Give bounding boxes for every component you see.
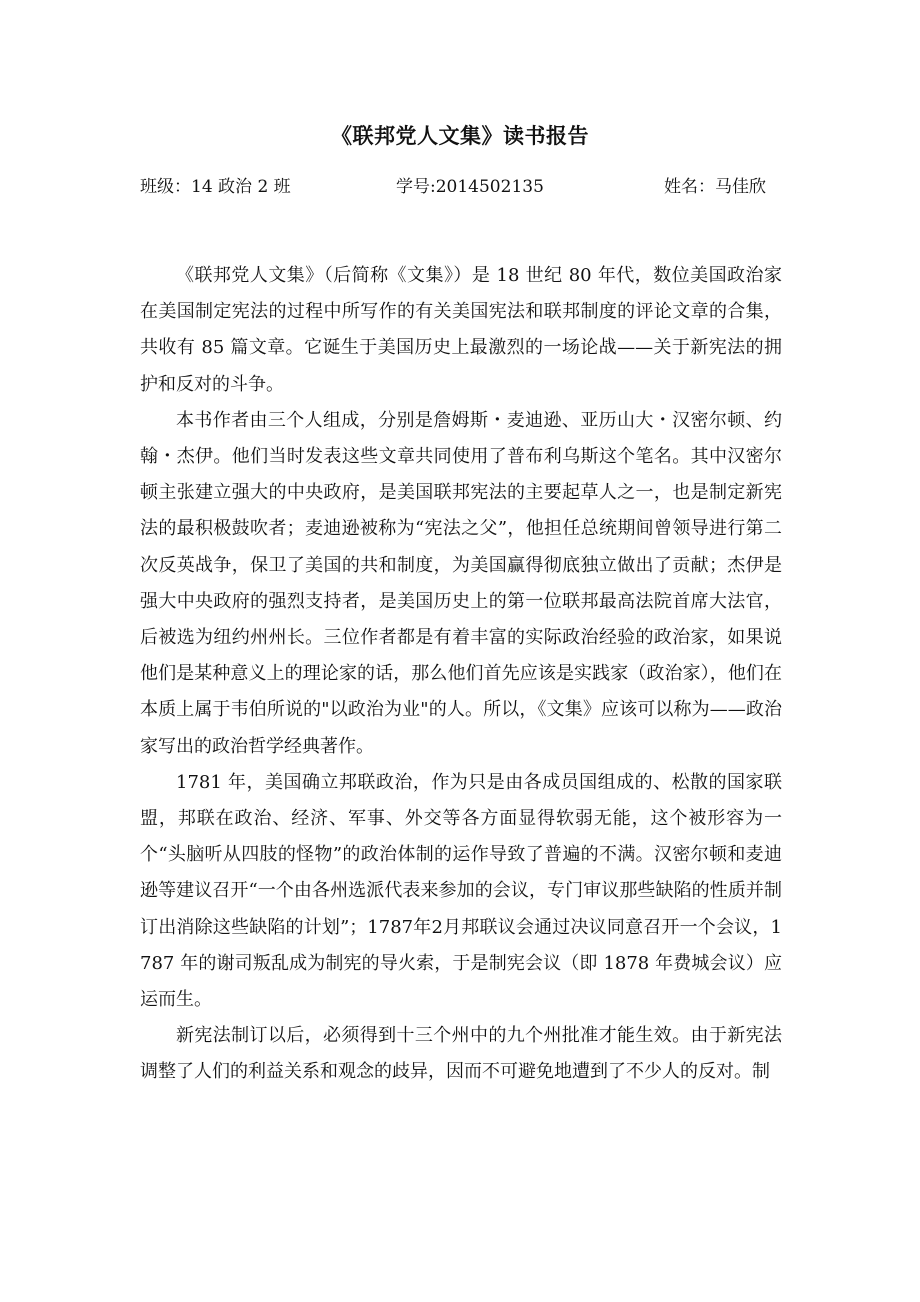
paragraph-authors: 本书作者由三个人组成，分别是詹姆斯・麦迪逊、亚历山大・汉密尔顿、约翰・杰伊。他们当时发表这些文章共同使用了普布利乌斯这个笔名。其中汉密尔顿主张建立强大的中央政府，是美国联邦宪法的主要起草人之一，也是制定新宪法的最积极鼓吹者；麦迪逊被称为“宪法之父”，他担任总统期间曾领导进行第二次反英战争，保卫了美国的共和制度，为美国赢得彻底独立做出了贡献；杰伊是强大中央政府的强烈支持者，是美国历史上的第一位联邦最高法院首席大法官，后被选为纽约州州长。三位作者都是有着丰富的实际政治经验的政治家，如果说他们是某种意义上的理论家的话，那么他们首先应该是实践家（政治家），他们在本质上属于韦伯所说的"以政治为业"的人。所以，《文集》应该可以称为——政治家写出的政治哲学经典著作。 — [140, 409, 782, 757]
paragraph-ratification: 新宪法制订以后，必须得到十三个州中的九个州批准才能生效。由于新宪法调整了人们的利益关系和观念的歧异，因而不可避免地遭到了不少人的反对。制 — [140, 1025, 782, 1083]
student-id: 学号:2014502135 — [396, 177, 544, 197]
paragraph-intro: 《联邦党人文集》（后简称《文集》）是 18 世纪 80 年代，数位美国政治家在美国制定宪法的过程中所写作的有关美国宪法和联邦制度的评论文章的合集，共收有 85 篇文章。它诞生于美国历史上最激烈的一场论战——关于新宪法的拥护和反对的斗争。 — [140, 265, 782, 395]
report-body — [140, 258, 782, 1091]
document-title: 《联邦党人文集》读书报告 — [331, 123, 589, 148]
student-name: 姓名：马佳欣 — [664, 177, 766, 197]
class-info: 班级：14 政治 2 班 — [140, 177, 291, 197]
paragraph-confederation: 1781 年，美国确立邦联政治，作为只是由各成员国组成的、松散的国家联盟，邦联在政治、经济、军事、外交等各方面显得软弱无能，这个被形容为一个“头脑听从四肢的怪物”的政治体制的运作导致了普遍的不满。汉密尔顿和麦迪逊等建议召开“一个由各州选派代表来参加的会议，专门审议那些缺陷的性质并制订出消除这些缺陷的计划”；1787年2月邦联议会通过决议同意召开一个会议，1787 年的谢司叛乱成为制宪的导火索，于是制宪会议（即 1878 年费城会议）应运而生。 — [140, 771, 782, 1011]
